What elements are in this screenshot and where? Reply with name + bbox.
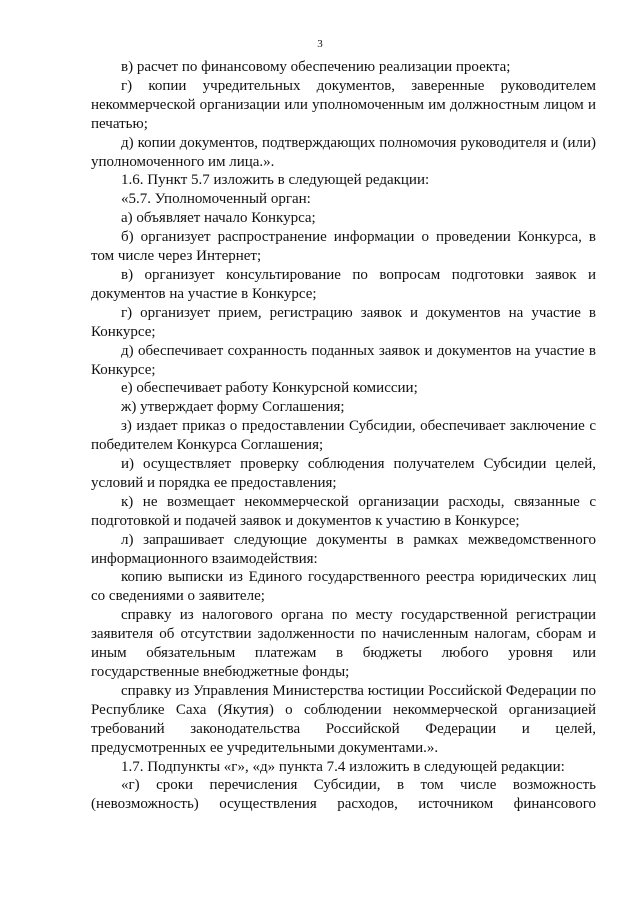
paragraph: з) издает приказ о предоставлении Субсидии, обеспечивает заключение с победителем Конкурса Соглашения;	[91, 418, 596, 454]
paragraph: в) организует консультирование по вопросам подготовки заявок и документов на участие в Конкурсе;	[91, 266, 596, 302]
paragraph: ж) утверждает форму Соглашения;	[121, 399, 345, 416]
paragraph: г) копии учредительных документов, заверенные руководителем некоммерческой организации или уполномоченным им должностным лицом и печатью;	[91, 77, 596, 132]
paragraph: е) обеспечивает работу Конкурсной комиссии;	[121, 380, 418, 397]
paragraph: л) запрашивает следующие документы в рамках межведомственного информационного взаимодействия:	[91, 531, 596, 567]
paragraph: государственные внебюджетные фонды;	[91, 664, 350, 680]
paragraph: а) объявляет начало Конкурса;	[121, 210, 316, 227]
paragraph: 1.7. Подпункты «г», «д» пункта 7.4 изложить в следующей редакции:	[121, 758, 565, 775]
paragraph: предусмотренных ее учредительными документами.».	[91, 739, 439, 756]
paragraph: «г) сроки перечисления Субсидии, в том числе возможность (невозможность) осуществления расходов, источником финансового	[91, 777, 596, 813]
paragraph: к) не возмещает некоммерческой организации расходы, связанные с подготовкой и подачей заявок и документов к участию в Конкурсе;	[91, 493, 596, 529]
paragraph: д) копии документов, подтверждающих полномочия руководителя и (или) уполномоченного им лица.».	[91, 134, 596, 170]
paragraph: справку из Управления Министерства юстиции Российской Федерации по Республике Саха (Якутия) о соблюдении некоммерческой организацией требований законодательства Российской Федерации и целей,	[91, 682, 596, 737]
paragraph: «5.7. Уполномоченный орган:	[121, 191, 311, 208]
paragraph: 1.6. Пункт 5.7 изложить в следующей редакции:	[121, 172, 430, 189]
paragraph: г) организует прием, регистрацию заявок и документов на участие в Конкурсе;	[91, 304, 596, 340]
page-number: 3	[317, 38, 323, 50]
paragraph: д) обеспечивает сохранность поданных заявок и документов на участие в Конкурсе;	[91, 342, 596, 378]
paragraph: в) расчет по финансовому обеспечению реализации проекта;	[121, 59, 511, 75]
paragraph: и) осуществляет проверку соблюдения получателем Субсидии целей, условий и порядка ее предоставления;	[91, 456, 596, 491]
paragraph: б) организует распространение информации о проведении Конкурса, в том числе через Интернет;	[91, 229, 596, 265]
paragraph: справку из налогового органа по месту государственной регистрации заявителя об отсутствии задолженности по начисленным налогам, сборам и иным обязательным платежам в бюджеты любого уровня или	[91, 607, 596, 662]
paragraph: копию выписки из Единого государственного реестра юридических лиц со сведениями о заявителе;	[91, 569, 596, 605]
document-body	[91, 58, 596, 814]
